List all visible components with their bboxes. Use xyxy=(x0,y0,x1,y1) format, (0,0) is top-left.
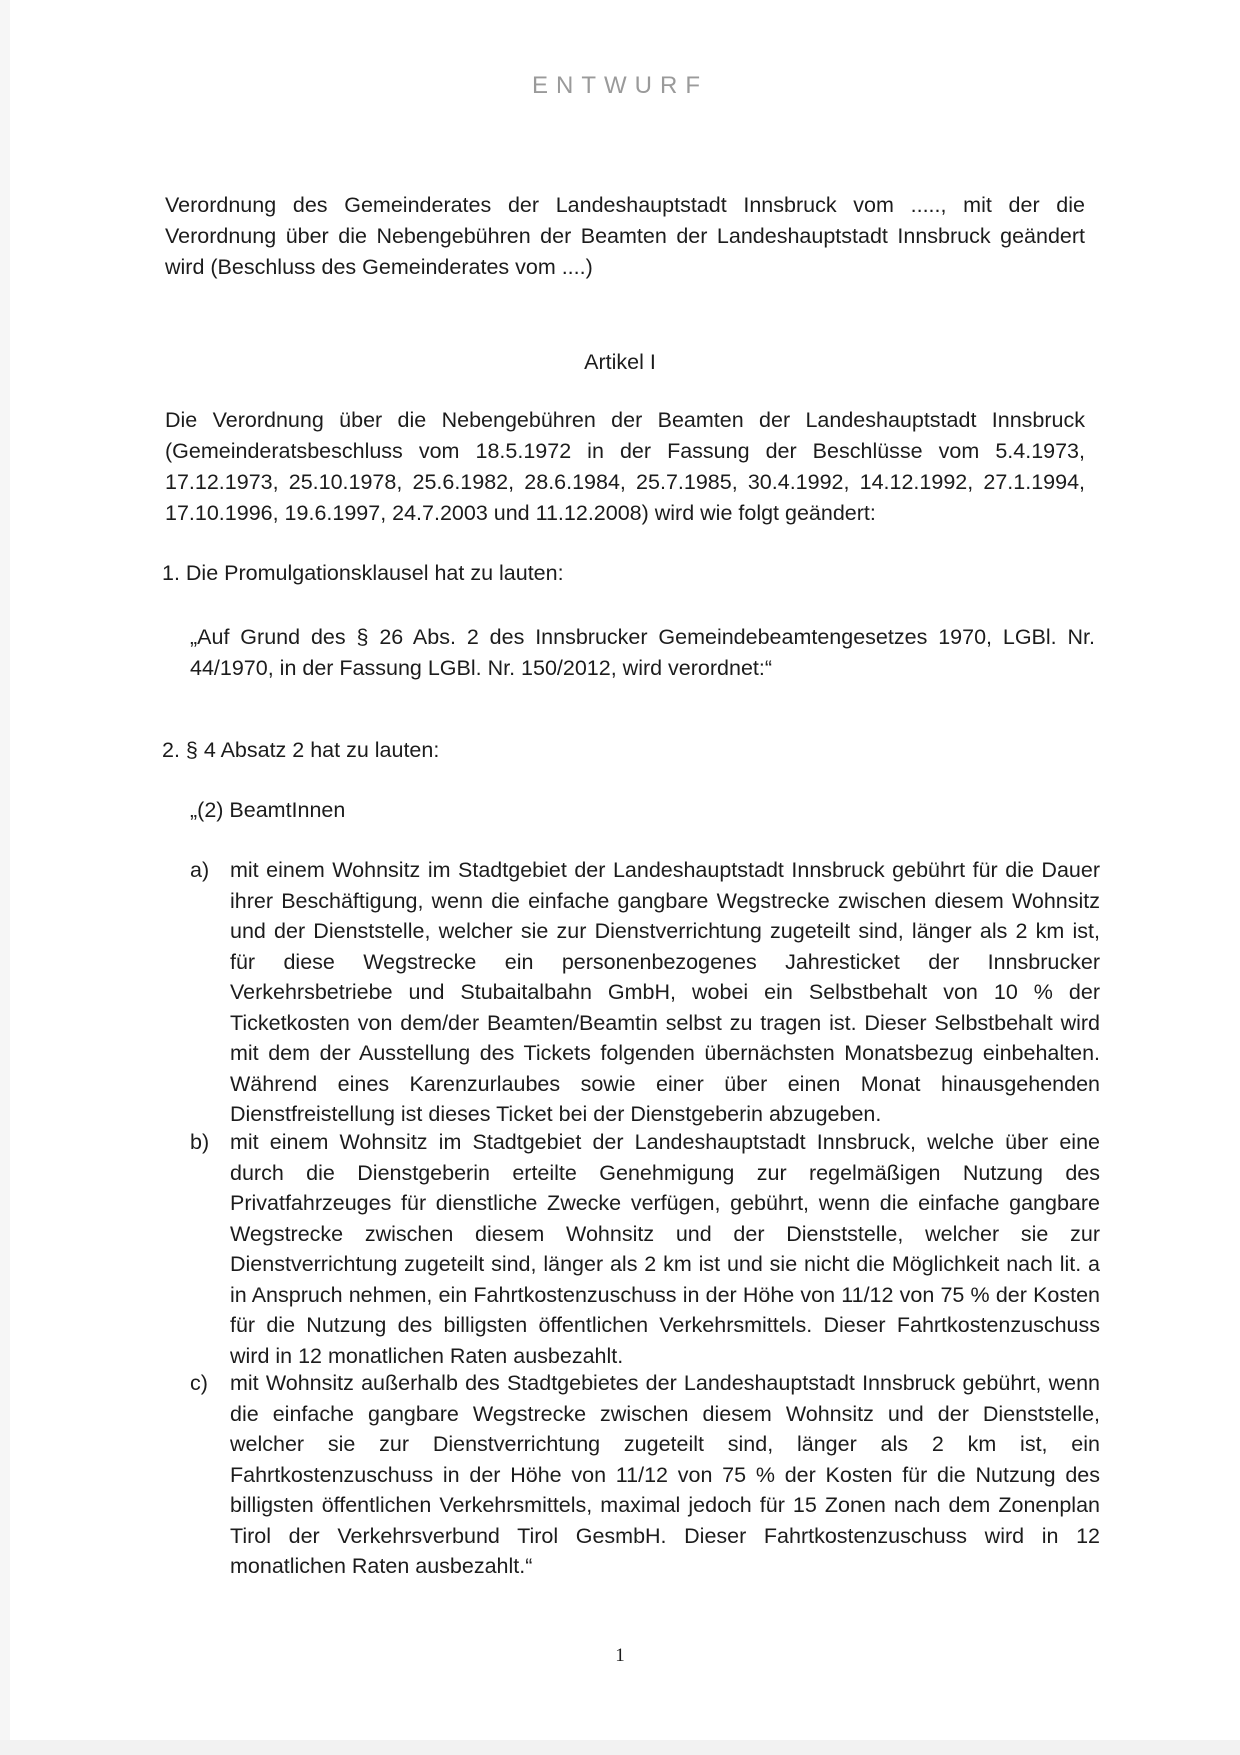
list-label: c) xyxy=(190,1371,208,1395)
list-text: mit einem Wohnsitz im Stadtgebiet der Landeshauptstadt Innsbruck gebührt für die Dauer ihrer Beschäftigung, wenn die einfache gangbare Wegstrecke zwischen diesem Wohnsitz und der Dienststelle, welcher sie zur Dienstverrichtung zugeteilt sind, länger als 2 km ist, für diese Wegstrecke ein personenbezogenes Jahresticket der Innsbrucker Verkehrsbetriebe und Stubaitalbahn GmbH, wobei ein Selbstbehalt von 10 % der Ticketkosten von dem/der Beamten/Beamtin selbst zu tragen ist. Dieser Selbstbehalt wird mit dem der Ausstellung des Tickets folgenden übernächsten Monatsbezug einbehalten. Während eines Karenzurlaubes sowie einer über einen Monat hinausgehenden Dienstfreistellung ist dieses Ticket bei der Dienstgeberin abzugeben. xyxy=(230,858,1100,1126)
draft-stamp: ENTWURF xyxy=(532,72,708,99)
item-1-heading: 1. Die Promulgationsklausel hat zu lauten: xyxy=(162,561,564,585)
list-text: mit Wohnsitz außerhalb des Stadtgebietes der Landeshauptstadt Innsbruck gebührt, wenn die einfache gangbare Wegstrecke zwischen diesem Wohnsitz und der Dienststelle, welcher sie zur Dienstverrichtung zugeteilt sind, länger als 2 km ist, ein Fahrtkostenzuschuss in der Höhe von 11/12 von 75 % der Kosten für die Nutzung des billigsten öffentlichen Verkehrsmittels, maximal jedoch für 15 Zonen nach dem Zonenplan Tirol der Verkehrsverbund Tirol GesmbH. Dieser Fahrtkostenzuschuss wird in 12 monatlichen Raten ausbezahlt.“ xyxy=(230,1371,1100,1578)
list-text: mit einem Wohnsitz im Stadtgebiet der Landeshauptstadt Innsbruck, welche über eine durch die Dienstgeberin erteilte Genehmigung zur regelmäßigen Nutzung des Privatfahrzeuges für dienstliche Zwecke verfügen, gebührt, wenn die einfache gangbare Wegstrecke zwischen diesem Wohnsitz und der Dienststelle, welcher sie zur Dienstverrichtung zugeteilt sind, länger als 2 km ist und sie nicht die Möglichkeit nach lit. a in Anspruch nehmen, ein Fahrtkostenzuschuss in der Höhe von 11/12 von 75 % der Kosten für die Nutzung des billigsten öffentlichen Verkehrsmittels. Dieser Fahrtkostenzuschuss wird in 12 monatlichen Raten ausbezahlt. xyxy=(230,1130,1100,1368)
article-heading: Artikel I xyxy=(584,350,656,374)
scan-bottom-edge xyxy=(0,1740,1240,1755)
intro-paragraph: Die Verordnung über die Nebengebühren der Beamten der Landeshauptstadt Innsbruck (Gemeinderatsbeschluss vom 18.5.1972 in der Fassung der Beschlüsse vom 5.4.1973, 17.12.1973, 25.10.1978, 25.6.1982, 28.6.1984, 25.7.1985, 30.4.1992, 14.12.1992, 27.1.1994, 17.10.1996, 19.6.1997, 24.7.2003 und 11.12.2008) wird wie folgt geändert: xyxy=(165,408,1085,525)
subsection-heading: „(2) BeamtInnen xyxy=(190,798,346,822)
scan-edge xyxy=(0,0,10,1755)
list-item-a xyxy=(190,855,1100,1130)
promulgation-clause: „Auf Grund des § 26 Abs. 2 des Innsbrucker Gemeindebeamtengesetzes 1970, LGBl. Nr. 44/1970, in der Fassung LGBl. Nr. 150/2012, wird verordnet:“ xyxy=(190,625,1095,680)
page-number: 1 xyxy=(615,1645,625,1666)
ordinance-title: Verordnung des Gemeinderates der Landeshauptstadt Innsbruck vom ....., mit der die Verordnung über die Nebengebühren der Beamten der Landeshauptstadt Innsbruck geändert wird (Beschluss des Gemeinderates vom ....) xyxy=(165,193,1085,279)
list-label: a) xyxy=(190,858,210,882)
list-item-b xyxy=(190,1127,1100,1371)
item-2-heading: 2. § 4 Absatz 2 hat zu lauten: xyxy=(162,738,440,762)
list-item-c xyxy=(190,1368,1100,1582)
list-label: b) xyxy=(190,1130,210,1154)
